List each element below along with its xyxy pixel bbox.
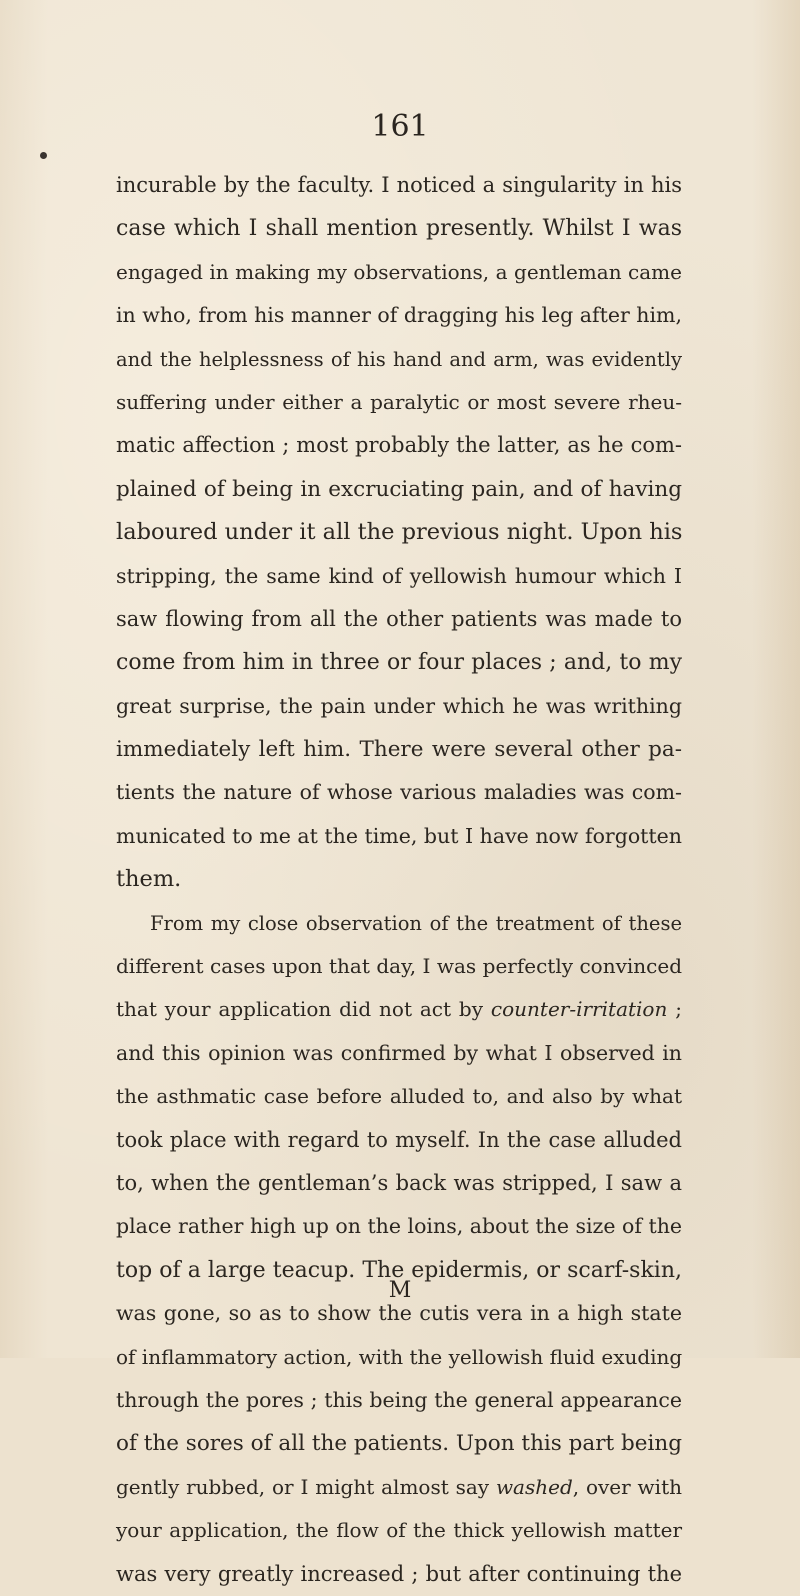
text-line: From my close observation of the treatment of these (150, 911, 682, 935)
text-line: the asthmatic case before alluded to, and also by what (116, 1084, 682, 1109)
text-line: incurable by the faculty. I noticed a singularity in his (116, 173, 682, 197)
text-line: plained of being in excruciating pain, and of having (116, 476, 682, 502)
text-line: that your application did not act by counter-irritation ; (116, 997, 682, 1022)
text-line: in who, from his manner of dragging his leg after him, (116, 303, 682, 328)
text-line: and the helplessness of his hand and arm, was evidently (116, 347, 682, 371)
page-number: 161 (371, 109, 429, 144)
text-line: laboured under it all the previous night. Upon his (116, 519, 683, 546)
text-line: of inflammatory action, with the yellowish fluid exuding (116, 1344, 683, 1369)
text-line: and this opinion was confirmed by what I observed in (116, 1040, 682, 1065)
text-line: through the pores ; this being the general appearance (116, 1387, 682, 1412)
text-line: your application, the flow of the thick yellowish matter (116, 1518, 682, 1543)
text-line: great surprise, the pain under which he was writhing (116, 693, 682, 718)
ink-speck (40, 152, 47, 159)
text-line: come from him in three or four places ; and, to my (116, 650, 682, 676)
signature-mark: M (388, 1278, 412, 1303)
body-text (116, 164, 682, 1596)
text-line: took place with regard to myself. In the case alluded (116, 1127, 682, 1152)
text-line: tients the nature of whose various maladies was com- (116, 780, 682, 805)
text-line: saw flowing from all the other patients was made to (116, 606, 682, 631)
text-line: place rather high up on the loins, about the size of the (116, 1214, 683, 1239)
text-line: them. (116, 866, 182, 893)
text-line: suffering under either a paralytic or most severe rheu- (116, 389, 682, 414)
text-line: engaged in making my observations, a gentleman came (116, 259, 682, 284)
text-line: to, when the gentleman’s back was stripped, I saw a (116, 1170, 682, 1195)
text-line: municated to me at the time, but I have now forgotten (116, 823, 682, 848)
text-line: of the sores of all the patients. Upon this part being (116, 1431, 682, 1457)
text-line: top of a large teacup. The epidermis, or scarf-skin, (116, 1257, 682, 1283)
text-line: was gone, so as to show the cutis vera in a high state (116, 1301, 682, 1326)
text-line: matic affection ; most probably the latter, as he com- (116, 433, 682, 458)
text-line: case which I shall mention presently. Whilst I was (116, 216, 682, 242)
text-line: gently rubbed, or I might almost say washed, over with (116, 1474, 682, 1499)
text-line: stripping, the same kind of yellowish humour which I (116, 563, 682, 588)
text-line: was very greatly increased ; but after continuing the (116, 1561, 682, 1586)
text-line: immediately left him. There were several other pa- (116, 737, 682, 763)
text-line: different cases upon that day, I was perfectly convinced (116, 954, 682, 979)
